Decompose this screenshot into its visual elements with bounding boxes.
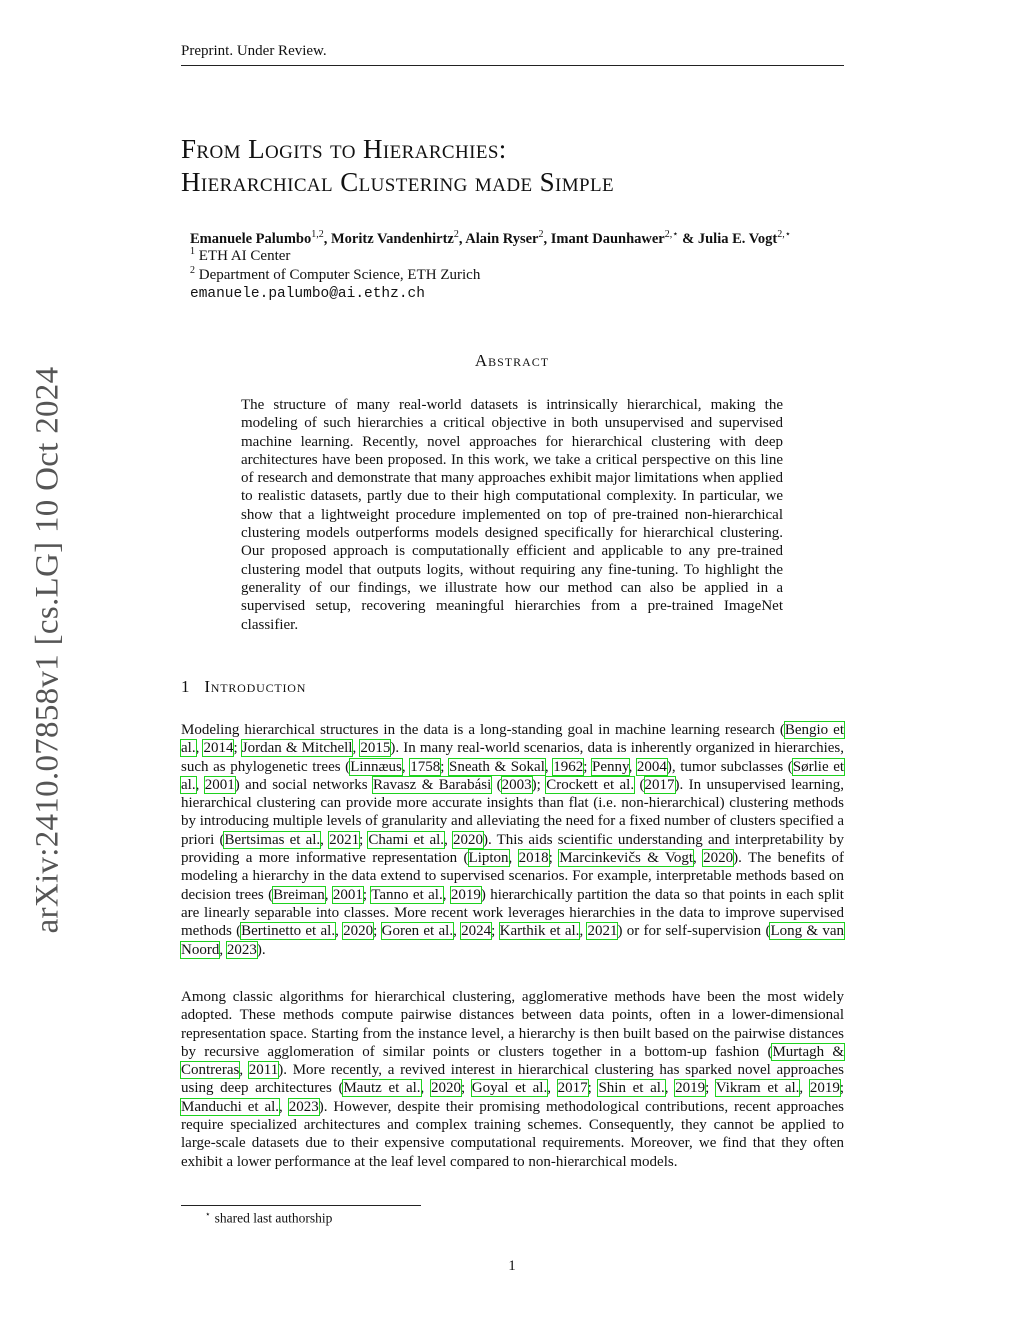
paragraph-text: , bbox=[352, 740, 361, 757]
paragraph-text: , bbox=[664, 1080, 676, 1097]
citation-link[interactable]: Sørlie et al. bbox=[181, 758, 845, 793]
paragraph-text: ( bbox=[491, 776, 502, 793]
citation-link[interactable]: 2019 bbox=[675, 1080, 706, 1097]
author-separator: , bbox=[543, 230, 551, 247]
footnote-text: shared last authorship bbox=[214, 1210, 333, 1226]
paragraph-text: ); bbox=[531, 776, 547, 793]
citation-link[interactable]: Breiman bbox=[273, 886, 325, 903]
title-segment: ierarchical bbox=[200, 167, 341, 197]
citation-link[interactable]: 2001 bbox=[204, 776, 235, 793]
author-affiliation-mark: 2 bbox=[538, 229, 544, 240]
citation-link[interactable]: Long & van Noord bbox=[181, 923, 845, 958]
citation-link[interactable]: Karthik et al. bbox=[499, 923, 580, 940]
affiliation-2-text: Department of Computer Science, ETH Zurich bbox=[198, 267, 481, 283]
paragraph-text: ). In unsupervised learning, hierarchical clustering can provide more accurate insights than flat (i.e. non-hierarchical) clustering methods by introducing multiple levels of granularity and alleviating the need for a fixed number of clusters specified a priori ( bbox=[181, 776, 844, 848]
paragraph-text: ; bbox=[362, 886, 372, 903]
citation-link[interactable]: 1962 bbox=[553, 758, 584, 775]
citation-link[interactable]: Jordan & Mitchell bbox=[241, 740, 353, 757]
citation-link[interactable]: Crockett et al. bbox=[546, 776, 635, 793]
title-segment: ogits to bbox=[264, 134, 363, 164]
citation-link[interactable]: 2018 bbox=[518, 850, 549, 867]
paragraph-text: , bbox=[444, 831, 453, 848]
paragraph-text: , bbox=[799, 1080, 810, 1097]
citation-link[interactable]: Murtagh & Contreras bbox=[181, 1043, 844, 1079]
paragraph-text: , bbox=[544, 758, 554, 775]
paragraph-text: ; bbox=[587, 1080, 599, 1097]
header-rule bbox=[181, 65, 844, 66]
paragraph-text: , bbox=[320, 831, 330, 848]
citation-link[interactable]: 2004 bbox=[636, 758, 667, 775]
citation-link[interactable]: 2020 bbox=[430, 1080, 461, 1097]
affiliation-2-mark: 2 bbox=[190, 265, 195, 276]
citation-link[interactable]: Shin et al. bbox=[598, 1080, 665, 1097]
paragraph-text: ). The benefits of modeling a hierarchy in the data extend to supervised scenarios. For example, interpretable methods based on decision trees ( bbox=[181, 850, 845, 903]
citation-link[interactable]: Sneath & Sokal bbox=[449, 758, 545, 775]
citation-link[interactable]: 2020 bbox=[703, 850, 734, 867]
author-name: Emanuele Palumbo bbox=[190, 230, 312, 247]
title-segment: rom bbox=[196, 134, 249, 164]
paragraph-text: ; bbox=[460, 1080, 472, 1097]
paragraph-text: ) and social networks bbox=[234, 776, 373, 793]
citation-link[interactable]: 2011 bbox=[248, 1062, 279, 1079]
paragraph-text: , bbox=[239, 1062, 249, 1079]
affiliation-1-mark: 1 bbox=[190, 246, 195, 257]
author-name: Moritz Vandenhirtz bbox=[331, 230, 454, 247]
author-email: emanuele.palumbo@ai.ethz.ch bbox=[190, 286, 425, 302]
paragraph-text: ; bbox=[359, 831, 369, 848]
citation-link[interactable]: 2014 bbox=[203, 740, 234, 757]
author-separator: , bbox=[458, 230, 466, 247]
paragraph-text: ; bbox=[705, 1080, 716, 1097]
paragraph-text: , bbox=[335, 923, 344, 940]
paragraph-text: ; bbox=[373, 923, 382, 940]
title-segment: L bbox=[248, 134, 265, 164]
title-segment: lustering made bbox=[358, 167, 540, 197]
paragraph-text: , bbox=[195, 740, 204, 757]
abstract-heading: Abstract bbox=[474, 351, 550, 370]
paragraph-text: ; bbox=[839, 1080, 844, 1097]
paragraph-text: ) or for self-supervision ( bbox=[617, 923, 771, 940]
citation-link[interactable]: Penny bbox=[592, 758, 629, 775]
citation-link[interactable]: Manduchi et al. bbox=[181, 1098, 280, 1115]
paragraph-text: ; bbox=[548, 850, 560, 867]
citation-link[interactable]: 2017 bbox=[644, 776, 675, 793]
citation-link[interactable]: Bengio et al. bbox=[181, 722, 844, 757]
citation-link[interactable]: Bertinetto et al. bbox=[241, 923, 336, 940]
paragraph-text: ; bbox=[491, 923, 500, 940]
paragraph-text: ; bbox=[583, 758, 593, 775]
section-heading bbox=[181, 677, 306, 697]
paragraph-text: Among classic algorithms for hierarchical clustering, agglomerative methods have been the most widely adopted. These methods compute pairwise distances between data points, often in a lower-dimensional representation space. Starting from the instance level, a hierarchy is then built based on the pairwise distances by recursive agglomeration of similar points or clusters together in a bottom-up fashion ( bbox=[181, 989, 844, 1060]
paragraph-text: ) hierarchically partition the data so that points in each split are linearly separable into classes. More recent work leverages hierarchies in the data to improve supervised methods ( bbox=[181, 886, 844, 940]
citation-link[interactable]: 2021 bbox=[587, 923, 618, 940]
paragraph-text: ). More recently, a revived interest in hierarchical clustering has sparked novel approaches using deep architectures ( bbox=[181, 1062, 844, 1097]
running-header: Preprint. Under Review. bbox=[181, 43, 327, 59]
paragraph-text: , bbox=[324, 886, 333, 903]
author-affiliation-mark: 2 bbox=[453, 229, 459, 240]
paragraph-text: ; bbox=[440, 758, 450, 775]
author-separator: & bbox=[678, 230, 698, 247]
paragraph-text: ). bbox=[256, 941, 266, 958]
citation-link[interactable]: 2024 bbox=[461, 923, 492, 940]
title-segment: F bbox=[181, 134, 197, 164]
paragraph-text: ). In many real-world scenarios, data is inherently organized in hierarchies, such as phylogenetic trees ( bbox=[181, 740, 845, 775]
arxiv-stamp-text: arXiv:2410.07858v1 [cs.LG] 10 Oct 2024 bbox=[29, 366, 66, 934]
footnote-rule bbox=[181, 1205, 421, 1206]
paragraph-text: ). However, despite their promising methodological contributions, recent approaches require specialized architectures and complex training schemes. Consequently, they cannot be applied to large-scale datasets due to their expensive computational requirements. Moreover, we find that they often exhibit a lower performance at the leaf level compared to non-hierarchical models. bbox=[181, 1098, 844, 1170]
citation-link[interactable]: 2023 bbox=[288, 1098, 319, 1115]
paragraph-text: , bbox=[420, 1080, 431, 1097]
citation-link[interactable]: 1758 bbox=[410, 758, 441, 775]
affiliation-1 bbox=[190, 246, 290, 265]
paragraph-text: , bbox=[579, 923, 588, 940]
paragraph-text: ), tumor subclasses ( bbox=[666, 758, 793, 775]
footnote-mark: ⋆ bbox=[205, 1209, 211, 1219]
citation-link[interactable]: 2003 bbox=[501, 776, 532, 793]
citation-link[interactable]: 2020 bbox=[343, 923, 374, 940]
paragraph-text: , bbox=[219, 941, 227, 958]
author-affiliation-mark: 2,⋆ bbox=[664, 229, 679, 240]
author-name: Imant Daunhawer bbox=[550, 230, 665, 247]
citation-link[interactable]: 2023 bbox=[226, 941, 257, 958]
citation-link[interactable]: Mautz et al. bbox=[343, 1080, 421, 1097]
section-number: 1 bbox=[181, 677, 191, 696]
abstract-text: The structure of many real-world datasets is intrinsically hierarchical, making the modeling of such hierarchies a critical objective in both unsupervised and supervised machine learning. Recently, novel approaches for hierarchical clustering with deep architectures have been proposed. In this work, we take a critical perspective on this line of research and demonstrate that many approaches exhibit major limitations when applied to realistic datasets, partly due to their high computational complexity. In particular, we show that a lightweight procedure implemented on top of pre-trained non-hierarchical clustering models outperforms models designed specifically for hierarchical clustering. Our proposed approach is computationally efficient and applicable to any pre-trained clustering model that outputs logits, without requiring any fine-tuning. To highlight the generality of our findings, we illustrate how our method can also be applied in a supervised setup, recovering meaningful hierarchies from a pre-trained ImageNet classifier. bbox=[241, 397, 783, 633]
paragraph-text: , bbox=[547, 1080, 558, 1097]
affiliation-1-text: ETH AI Center bbox=[198, 248, 291, 264]
citation-link[interactable]: Chami et al. bbox=[368, 831, 445, 848]
citation-link[interactable]: 2020 bbox=[452, 831, 483, 848]
citation-link[interactable]: Goren et al. bbox=[381, 923, 454, 940]
author-affiliation-mark: 2,⋆ bbox=[777, 229, 791, 240]
paragraph-text: ( bbox=[634, 776, 645, 793]
title-line-2 bbox=[181, 166, 614, 199]
affiliation-2 bbox=[190, 265, 480, 284]
citation-link[interactable]: 2019 bbox=[809, 1080, 840, 1097]
paragraph-text: , bbox=[453, 923, 462, 940]
paragraph-text: , bbox=[279, 1098, 289, 1115]
paragraph-text: , bbox=[401, 758, 411, 775]
title-segment: ierarchies: bbox=[382, 134, 507, 164]
paragraph-text: , bbox=[442, 886, 451, 903]
citation-link[interactable]: Marcinkevičs & Vogt bbox=[559, 850, 694, 867]
citation-link[interactable]: Lipton bbox=[468, 850, 509, 867]
author-name: Julia E. Vogt bbox=[697, 230, 778, 247]
author-name: Alain Ryser bbox=[465, 230, 539, 247]
citation-link[interactable]: 2015 bbox=[360, 740, 391, 757]
paragraph-text: ). This aids scientific understanding and interpretability by providing a more informative representation ( bbox=[181, 831, 845, 867]
citation-link[interactable]: 2001 bbox=[332, 886, 363, 903]
paragraph-text: , bbox=[195, 776, 205, 793]
paper-title bbox=[181, 133, 614, 199]
paragraph-text: ; bbox=[233, 740, 242, 757]
paragraph-text: , bbox=[628, 758, 637, 775]
citation-link[interactable]: Linnæus bbox=[350, 758, 402, 775]
section-title: Introduction bbox=[204, 677, 307, 696]
footnote bbox=[205, 1209, 332, 1227]
citation-link[interactable]: 2017 bbox=[557, 1080, 588, 1097]
citation-link[interactable]: Vikram et al. bbox=[715, 1080, 800, 1097]
author-separator: , bbox=[323, 230, 331, 247]
paragraph-text: Modeling hierarchical structures in the data is a long-standing goal in machine learning research ( bbox=[181, 722, 785, 738]
intro-paragraph-1 bbox=[181, 721, 844, 959]
author-list bbox=[190, 229, 791, 248]
title-segment: C bbox=[340, 167, 359, 197]
citation-link[interactable]: 2019 bbox=[450, 886, 481, 903]
title-segment: S bbox=[539, 167, 556, 197]
citation-link[interactable]: Goyal et al. bbox=[471, 1080, 548, 1097]
citation-link[interactable]: Ravasz & Barabási bbox=[372, 776, 492, 793]
citation-link[interactable]: 2021 bbox=[329, 831, 360, 848]
title-line-1 bbox=[181, 133, 614, 166]
title-segment: H bbox=[181, 167, 201, 197]
citation-link[interactable]: Tanno et al. bbox=[371, 886, 443, 903]
title-segment: H bbox=[363, 134, 383, 164]
author-affiliation-mark: 1,2 bbox=[311, 229, 324, 240]
citation-link[interactable]: Bertsimas et al. bbox=[224, 831, 321, 848]
page-number: 1 bbox=[508, 1258, 516, 1274]
title-segment: imple bbox=[555, 167, 615, 197]
intro-paragraph-2 bbox=[181, 988, 844, 1171]
paragraph-text: , bbox=[508, 850, 519, 867]
paragraph-text: , bbox=[693, 850, 704, 867]
